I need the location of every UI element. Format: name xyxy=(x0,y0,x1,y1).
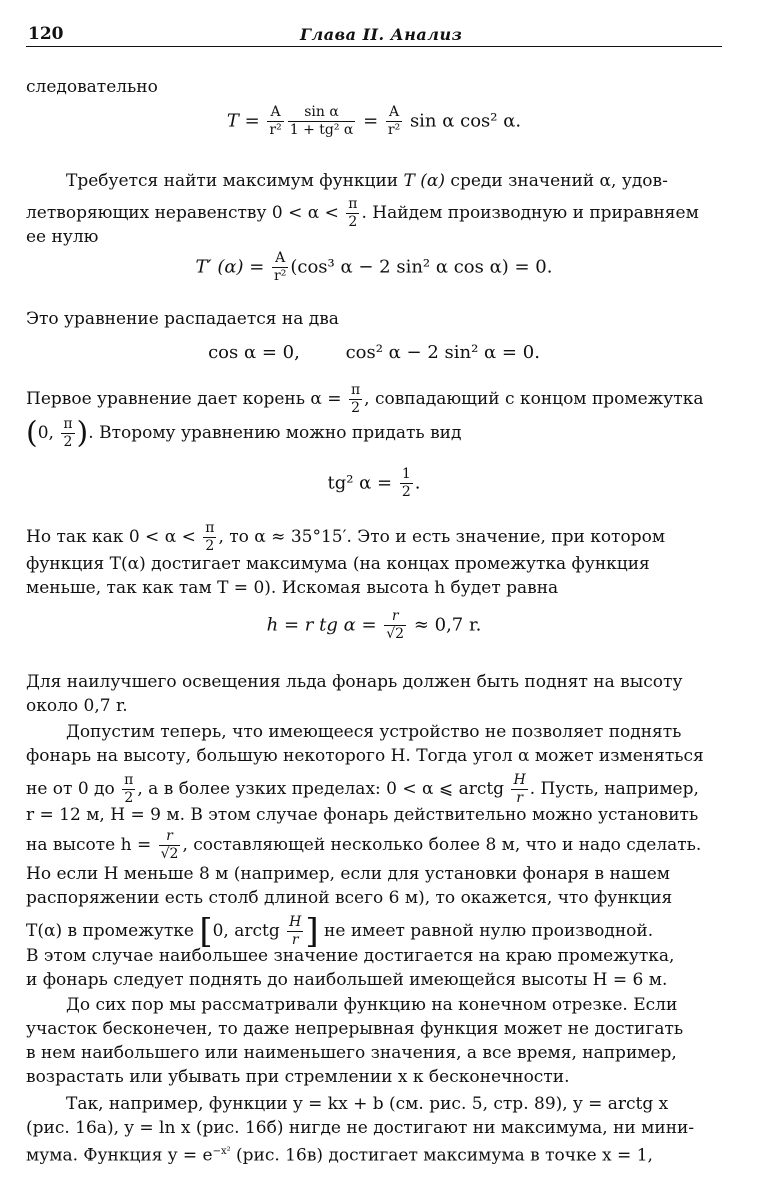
paragraph-line: летворяющих неравенству 0 < α < $\frac{\pi}{2}$ . Найдем производную и приравняем xyxy=(26,196,699,230)
paragraph-line: Требуется найти максимум функции T (α) среди значений α, удов- xyxy=(66,171,668,191)
paragraph-line: Допустим теперь, что имеющееся устройство не позволяет поднять xyxy=(66,722,682,742)
paragraph-line: Для наилучшего освещения льда фонарь должен быть поднят на высоту xyxy=(26,672,683,692)
paragraph-line: и фонарь следует поднять до наибольшей имеющейся высоты H = 6 м. xyxy=(26,970,668,990)
page-header xyxy=(26,16,722,47)
paragraph-line: В этом случае наибольшее значение достигается на краю промежутка, xyxy=(26,946,675,966)
chapter-title: Глава II. Анализ xyxy=(300,25,463,44)
paragraph-line: на высоте h = $\frac{r}{√2}$ , составляющей несколько более 8 м, что и надо сделать. xyxy=(26,828,702,862)
formula-two-equations: cos α = 0, cos² α − 2 sin² α = 0. xyxy=(208,342,540,363)
book-page xyxy=(26,16,722,1166)
paragraph-line: Так, например, функции y = kx + b (см. рис. 5, стр. 89), y = arctg x xyxy=(66,1094,669,1114)
paragraph-line: мума. Функция $y = e^{-x^2}$ (рис. 16в) достигает максимума в точке x = 1, xyxy=(26,1145,653,1166)
paragraph-line: фонарь на высоту, большую некоторого H. Тогда угол α может изменяться xyxy=(26,746,704,766)
page-number: 120 xyxy=(28,24,64,44)
paragraph-line: (рис. 16а), y = ln x (рис. 16б) нигде не достигают ни максимума, ни мини- xyxy=(26,1118,695,1138)
paragraph-line: Но если H меньше 8 м (например, если для установки фонаря в нашем xyxy=(26,864,671,884)
paragraph-line: (0, $\frac{\pi}{2}$ ). Второму уравнению можно придать вид xyxy=(26,415,462,451)
paragraph-line: r = 12 м, H = 9 м. В этом случае фонарь действительно можно установить xyxy=(26,805,699,825)
paragraph-line: участок бесконечен, то даже непрерывная функция может не достигать xyxy=(26,1019,684,1039)
paragraph-line: меньше, так как там T = 0). Искомая высота h будет равна xyxy=(26,578,559,598)
paragraph-line: около 0,7 r. xyxy=(26,696,128,716)
formula-h: h = r tg α = $\frac{r}{√2}$ ≈ 0,7 r. xyxy=(266,608,482,642)
paragraph-line: До сих пор мы рассматривали функцию на конечном отрезке. Если xyxy=(66,995,678,1015)
paragraph-line: T(α) в промежутке [0, arctg $\frac{H}{r}$ ] не имеет равной нулю производной. xyxy=(26,911,654,952)
paragraph-line: Но так как 0 < α < $\frac{\pi}{2}$ , то α ≈ 35°15′. Это и есть значение, при котором xyxy=(26,520,666,554)
paragraph-line: Это уравнение распадается на два xyxy=(26,309,339,329)
formula-tg: tg² α = $\frac{1}{2}$ . xyxy=(327,466,421,500)
paragraph-line: ее нулю xyxy=(26,227,99,247)
paragraph-line: распоряжении есть столб длиной всего 6 м), то окажется, что функция xyxy=(26,888,673,908)
paragraph-line: в нем наибольшего или наименьшего значения, а все время, например, xyxy=(26,1043,677,1063)
text-line: следовательно xyxy=(26,77,158,97)
paragraph-line: возрастать или убывать при стремлении x к бесконечности. xyxy=(26,1067,570,1087)
paragraph-line: функция T(α) достигает максимума (на концах промежутка функция xyxy=(26,554,650,574)
formula-T: T = $\frac{A}{\text{r²}}$ $\frac{\text{sin α}}{\text{1 + tg² α}}$ = $\frac{A}{\text{r²}}$ sin α cos² α. xyxy=(226,104,522,138)
paragraph-line: не от 0 до $\frac{\pi}{2}$ , а в более узких пределах: 0 < α ⩽ arctg $\frac{H}{r}$ . Пусть, например, xyxy=(26,772,699,806)
formula-derivative: T′ (α) = $\frac{A}{\text{r²}}$ (cos³ α − 2 sin² α cos α) = 0. xyxy=(195,250,553,284)
paragraph-line: Первое уравнение дает корень α = $\frac{\pi}{2}$ , совпадающий с концом промежутка xyxy=(26,382,704,416)
